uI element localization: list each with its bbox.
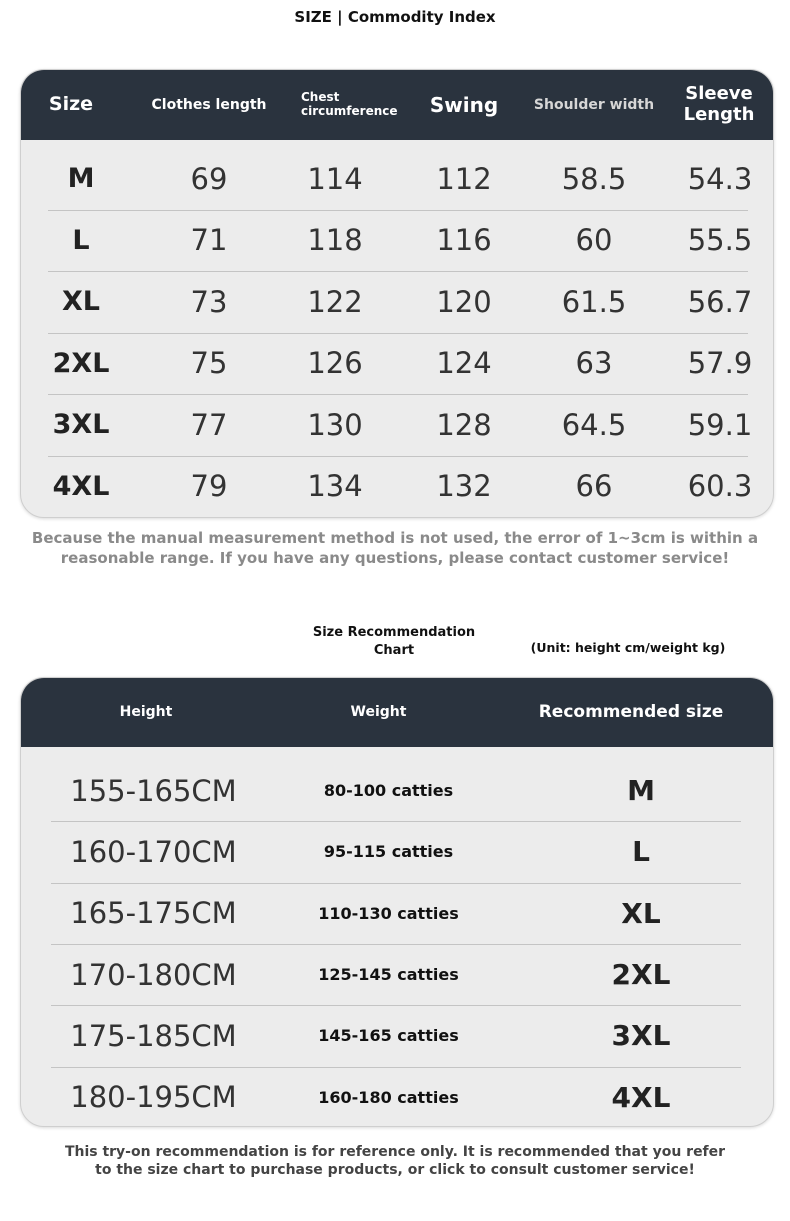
size-cell: 4XL xyxy=(52,470,110,502)
height-cell: 155-165CM xyxy=(70,773,237,808)
weight-cell: 95-115 catties xyxy=(323,842,454,862)
height-cell: 160-170CM xyxy=(70,834,237,869)
recommendation-row xyxy=(21,944,773,1005)
size-cell: 3XL xyxy=(52,409,110,441)
size-cell: XL xyxy=(61,286,101,318)
measurement-cell: 114 xyxy=(307,161,363,196)
measurement-cell: 122 xyxy=(307,284,363,319)
recommended-size-cell: XL xyxy=(621,896,661,930)
measurement-cell: 56.7 xyxy=(687,284,753,319)
recommendation-row xyxy=(21,1005,773,1066)
measurement-cell: 75 xyxy=(190,346,228,381)
measurement-cell: 57.9 xyxy=(687,346,753,381)
recommendation-note: This try-on recommendation is for reference only. It is recommended that you refer to the size chart to purchase products, or click to consult customer service! xyxy=(64,1144,726,1178)
recommendation-title: Size Recommendation Chart xyxy=(312,625,476,658)
weight-cell: 160-180 catties xyxy=(318,1087,459,1107)
measurement-cell: 112 xyxy=(436,161,492,196)
height-cell: 180-195CM xyxy=(70,1080,237,1115)
weight-cell: 145-165 catties xyxy=(318,1026,459,1046)
weight-cell: 110-130 catties xyxy=(318,903,459,923)
measurement-note: Because the manual measurement method is not used, the error of 1~3cm is within a reasonable range. If you have any questions, please contact customer service! xyxy=(31,529,759,567)
unit-label: (Unit: height cm/weight kg) xyxy=(530,640,726,655)
header-shoulder-width: Shoulder width xyxy=(533,96,655,113)
measurement-cell: 63 xyxy=(575,346,613,381)
height-cell: 165-175CM xyxy=(70,896,237,931)
size-table xyxy=(20,69,774,518)
size-table-row xyxy=(21,456,773,518)
recommendation-row xyxy=(21,1067,773,1128)
measurement-cell: 120 xyxy=(436,284,492,319)
size-cell: M xyxy=(67,163,95,195)
recommended-size-cell: M xyxy=(627,774,655,808)
recommendation-table xyxy=(20,677,774,1127)
measurement-cell: 64.5 xyxy=(561,407,627,442)
header-chest-circumference: Chest circumference xyxy=(301,90,398,118)
size-table-row xyxy=(21,394,773,456)
size-table-row xyxy=(21,210,773,272)
recommended-size-cell: 4XL xyxy=(611,1080,671,1114)
measurement-cell: 54.3 xyxy=(687,161,753,196)
measurement-cell: 77 xyxy=(190,407,228,442)
page-title: SIZE | Commodity Index xyxy=(294,8,496,26)
recommended-size-cell: 2XL xyxy=(611,958,671,992)
recommendation-row xyxy=(21,760,773,821)
header-clothes-length: Clothes length xyxy=(151,96,267,113)
header-swing: Swing xyxy=(429,92,499,117)
header-size: Size xyxy=(48,93,94,116)
size-cell: 2XL xyxy=(52,347,110,379)
measurement-cell: 59.1 xyxy=(687,407,753,442)
height-cell: 170-180CM xyxy=(70,957,237,992)
measurement-cell: 60 xyxy=(575,223,613,258)
measurement-cell: 130 xyxy=(307,407,363,442)
measurement-cell: 60.3 xyxy=(687,469,753,504)
header-weight: Weight xyxy=(350,704,407,721)
measurement-cell: 73 xyxy=(190,284,228,319)
measurement-cell: 134 xyxy=(307,469,363,504)
header-height: Height xyxy=(119,704,173,721)
measurement-cell: 61.5 xyxy=(561,284,627,319)
measurement-cell: 69 xyxy=(190,161,228,196)
header-recommended-size: Recommended size xyxy=(538,701,724,722)
height-cell: 175-185CM xyxy=(70,1018,237,1053)
size-table-row xyxy=(21,271,773,333)
measurement-cell: 58.5 xyxy=(561,161,627,196)
measurement-cell: 118 xyxy=(307,223,363,258)
size-cell: L xyxy=(72,224,90,256)
measurement-cell: 124 xyxy=(436,346,492,381)
measurement-cell: 66 xyxy=(575,469,613,504)
measurement-cell: 132 xyxy=(436,469,492,504)
recommendation-row xyxy=(21,883,773,944)
measurement-cell: 55.5 xyxy=(687,223,753,258)
recommendation-row xyxy=(21,821,773,882)
header-sleeve-length: Sleeve Length xyxy=(683,83,755,125)
size-table-row xyxy=(21,333,773,395)
measurement-cell: 71 xyxy=(190,223,228,258)
measurement-cell: 79 xyxy=(190,469,228,504)
measurement-cell: 126 xyxy=(307,346,363,381)
recommended-size-cell: L xyxy=(632,835,650,869)
size-table-header xyxy=(21,70,773,140)
measurement-cell: 128 xyxy=(436,407,492,442)
recommendation-header xyxy=(21,678,773,747)
size-table-row xyxy=(21,148,773,210)
weight-cell: 125-145 catties xyxy=(318,965,459,985)
measurement-cell: 116 xyxy=(436,223,492,258)
recommended-size-cell: 3XL xyxy=(611,1019,671,1053)
weight-cell: 80-100 catties xyxy=(323,781,454,801)
